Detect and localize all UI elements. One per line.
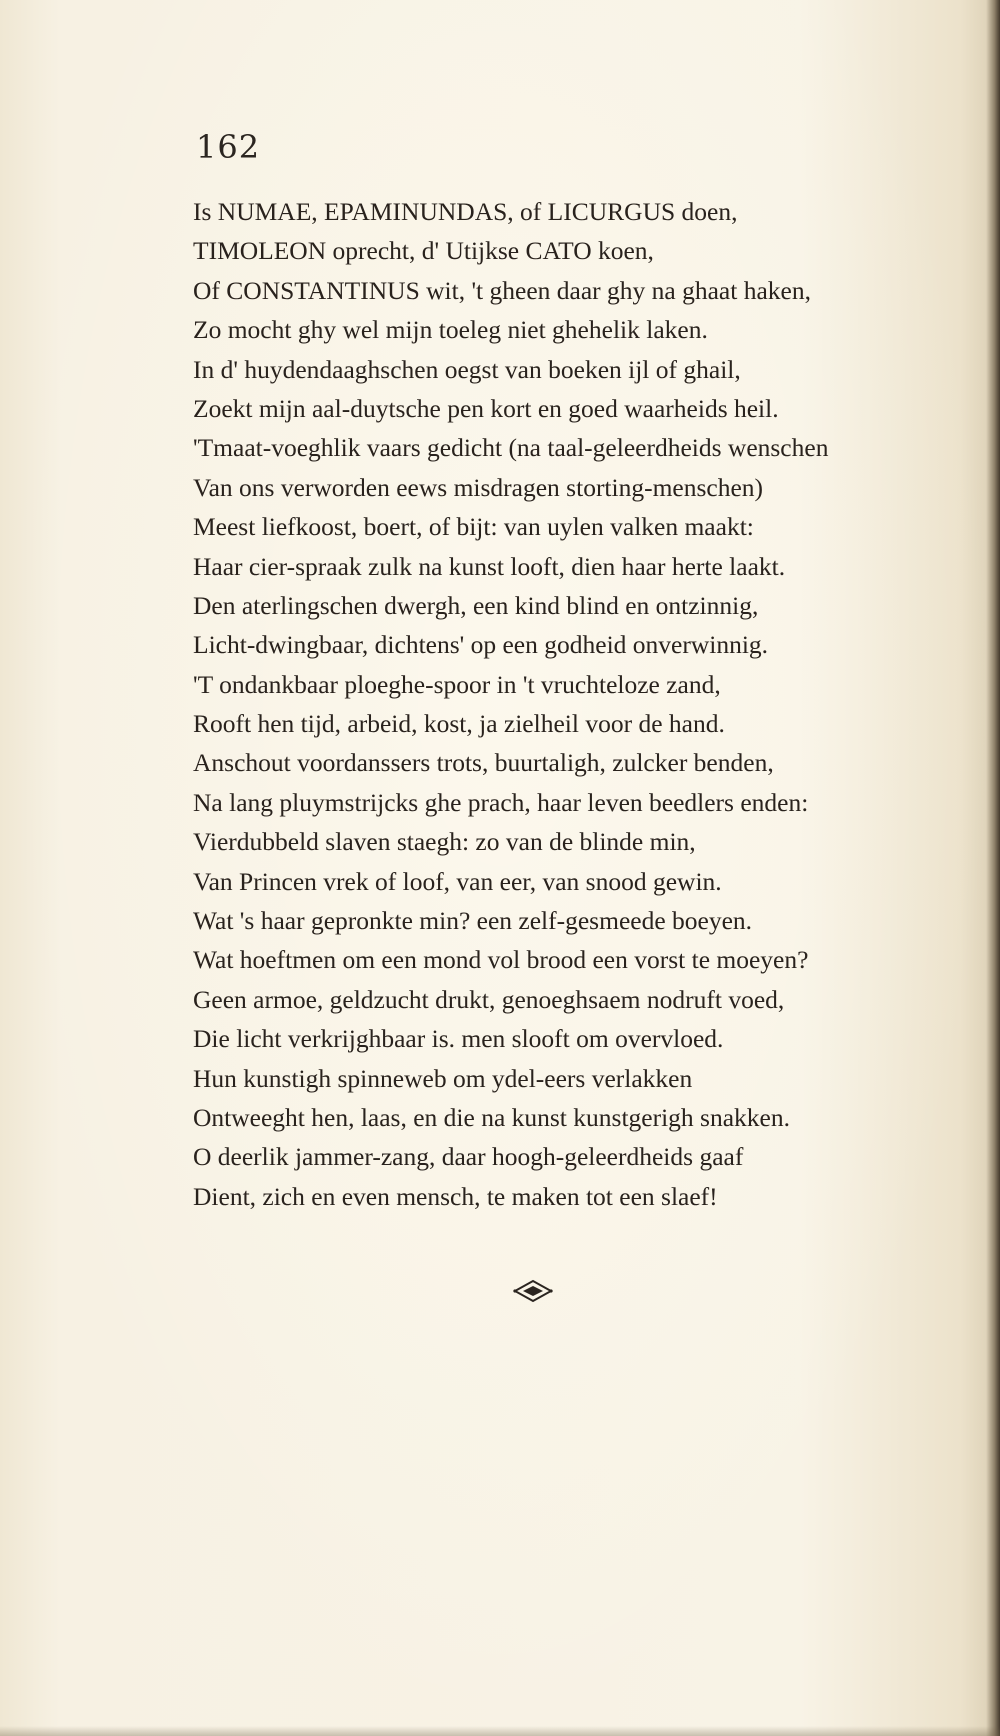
poem-line: Haar cier-spraak zulk na kunst looft, dien haar herte laakt. xyxy=(193,551,786,581)
poem-line: Licht-dwingbaar, dichtens' op een godheid onverwinnig. xyxy=(193,630,769,660)
poem-line: O deerlik jammer-zang, daar hoogh-geleerdheids gaaf xyxy=(193,1142,744,1172)
poem-line: Anschout voordanssers trots, buurtaligh, zulcker benden, xyxy=(193,748,774,778)
poem-line: Na lang pluymstrijcks ghe prach, haar leven beedlers enden: xyxy=(193,787,809,817)
poem-line: Van Princen vrek of loof, van eer, van snood gewin. xyxy=(193,866,722,896)
poem-line: 'T ondankbaar ploeghe-spoor in 't vruchteloze zand, xyxy=(193,669,721,699)
poem-line: Wat hoeftmen om een mond vol brood een vorst te moeyen? xyxy=(193,945,809,975)
page-gutter-shadow xyxy=(986,0,1000,1736)
poem-line: Ontweeght hen, laas, en die na kunst kunstgerigh snakken. xyxy=(193,1102,790,1132)
poem-line: Zo mocht ghy wel mijn toeleg niet ghehelik laken. xyxy=(193,315,708,345)
page-number: 162 xyxy=(196,128,261,166)
poem-line: Is NUMAE, EPAMINUNDAS, of LICURGUS doen, xyxy=(193,197,738,226)
poem-line: Den aterlingschen dwergh, een kind blind en ontzinnig, xyxy=(193,590,759,620)
poem-line: Geen armoe, geldzucht drukt, genoeghsaem nodruft voed, xyxy=(193,984,785,1014)
poem-line: In d' huydendaaghschen oegst van boeken ijl of ghail, xyxy=(193,354,741,384)
poem-line: Meest liefkoost, boert, of bijt: van uylen valken maakt: xyxy=(193,512,754,542)
poem-text xyxy=(193,192,893,1216)
poem-line: Van ons verworden eews misdragen storting-menschen) xyxy=(193,472,764,502)
page-bottom-edge xyxy=(0,1726,1000,1736)
poem-line: Dient, zich en even mensch, te maken tot een slaef! xyxy=(193,1181,718,1211)
poem-line: Of CONSTANTINUS wit, 't gheen daar ghy na ghaat haken, xyxy=(193,275,811,305)
poem-line: Wat 's haar gepronkte min? een zelf-gesmeede boeyen. xyxy=(193,906,753,936)
diamond-ornament-icon xyxy=(513,1278,553,1304)
poem-line: Rooft hen tijd, arbeid, kost, ja zielheil voor de hand. xyxy=(193,709,725,739)
poem-line: TIMOLEON oprecht, d' Utijkse CATO koen, xyxy=(193,236,654,266)
poem-line: 'Tmaat-voeghlik vaars gedicht (na taal-geleerdheids wenschen xyxy=(193,433,829,463)
poem-line: Die licht verkrijghbaar is. men slooft om overvloed. xyxy=(193,1024,724,1054)
poem-line: Vierdubbeld slaven staegh: zo van de blinde min, xyxy=(193,827,696,857)
poem-line: Hun kunstigh spinneweb om ydel-eers verlakken xyxy=(193,1063,693,1093)
poem-line: Zoekt mijn aal-duytsche pen kort en goed waarheids heil. xyxy=(193,393,779,423)
